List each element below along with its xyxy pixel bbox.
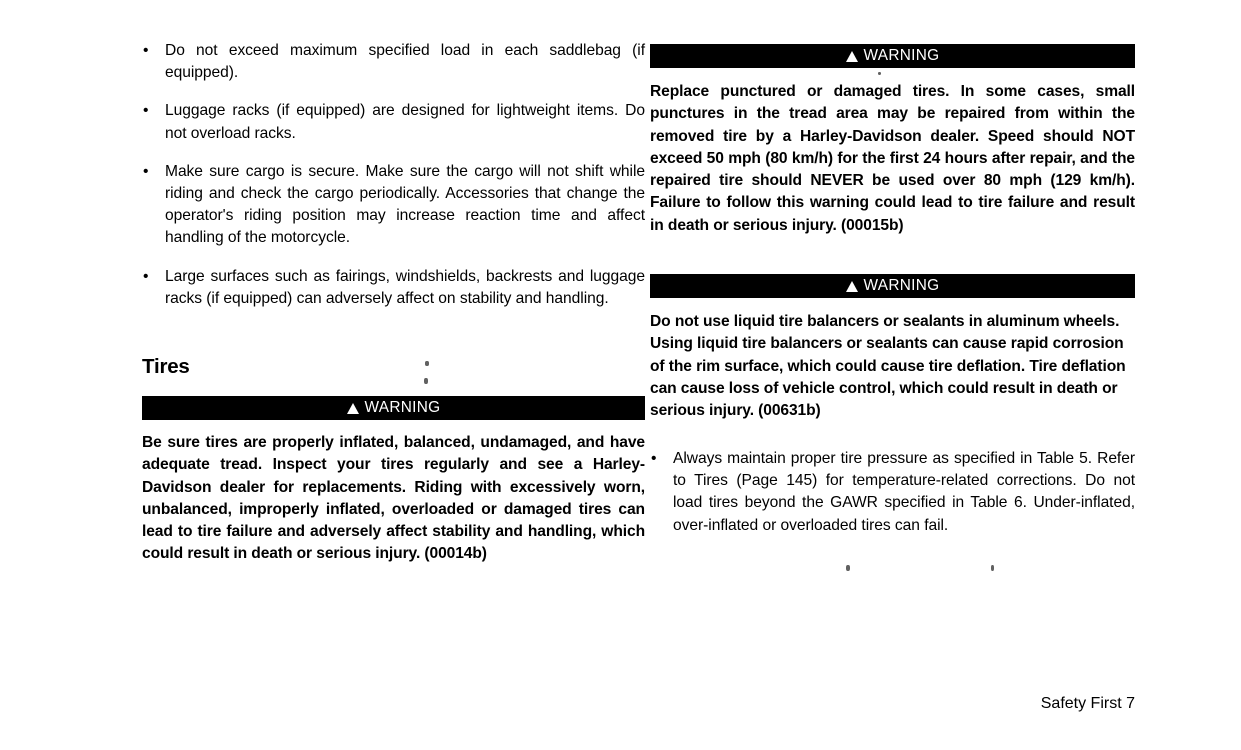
- bullet-marker: •: [651, 450, 657, 467]
- warning-banner-sealants: [650, 274, 1135, 298]
- list-item: [142, 100, 645, 144]
- list-item: [650, 448, 1135, 537]
- list-item-text: Make sure cargo is secure. Make sure the cargo will not shift while riding and check the cargo periodically. Accessories that change the operator's riding position may increase reaction time and affect handling of the motorcycle.: [165, 162, 645, 247]
- list-item-text: Do not exceed maximum specified load in each saddlebag (if equipped).: [165, 42, 645, 82]
- scan-speckle: [878, 72, 881, 75]
- warning-banner-label: WARNING: [863, 47, 940, 64]
- warning-banner-label: WARNING: [863, 277, 940, 294]
- bullet-marker: •: [143, 102, 149, 120]
- bullet-marker: •: [143, 267, 149, 285]
- list-item-text: Always maintain proper tire pressure as specified in Table 5. Refer to Tires (Page 145) for temperature-related corrections. Do not load tires beyond the GAWR specified in Table 6. Under-inflated, over-inflated or overloaded tires can fail.: [673, 450, 1135, 534]
- list-item-text: Large surfaces such as fairings, windshields, backrests and luggage racks (if equipped) can adversely affect on stability and handling.: [165, 267, 645, 307]
- warning-banner-label: WARNING: [364, 399, 441, 416]
- scan-speckle: [991, 565, 994, 571]
- page-title: Tires: [142, 355, 190, 378]
- list-item-text: Luggage racks (if equipped) are designed for lightweight items. Do not overload racks.: [165, 102, 645, 142]
- warning-body-tires: Be sure tires are properly inflated, balanced, undamaged, and have adequate tread. Inspect your tires regularly and see a Harley-Davidson dealer for replacements. Riding with excessively worn, unbalanced, improperly inflated, overloaded or damaged tires can lead to tire failure and adversely affect stability and handling, which could result in death or serious injury. (00014b): [142, 434, 645, 563]
- pressure-bullet-list: [650, 448, 1135, 537]
- bullet-marker: •: [143, 162, 149, 180]
- warning-body-puncture: Replace punctured or damaged tires. In some cases, small punctures in the tread area may be repaired from within the removed tire by a Harley-Davidson dealer. Speed should NOT exceed 50 mph (80 km/h) for the first 24 hours after repair, and the repaired tire should NEVER be used over 80 mph (129 km/h). Failure to follow this warning could lead to tire failure and result in death or serious injury. (00015b): [650, 83, 1135, 234]
- warning-banner-tires: [142, 396, 645, 420]
- warning-banner-puncture: [650, 44, 1135, 68]
- warning-triangle-icon: [347, 403, 359, 414]
- list-item: [142, 40, 645, 84]
- scan-speckle: [424, 378, 428, 384]
- warning-body-sealants: Do not use liquid tire balancers or sealants in aluminum wheels. Using liquid tire balancers or sealants can cause rapid corrosion of the rim surface, which could cause tire deflation. Tire deflation can cause loss of vehicle control, which could result in death or serious injury. (00631b): [650, 313, 1126, 420]
- warning-triangle-icon: [846, 281, 858, 292]
- cargo-bullet-list: [142, 40, 645, 310]
- bullet-marker: •: [143, 42, 149, 59]
- warning-triangle-icon: [846, 51, 858, 62]
- scan-speckle: [846, 565, 850, 571]
- list-item: [142, 266, 645, 310]
- scan-speckle: [425, 361, 429, 366]
- list-item: [142, 161, 645, 250]
- page-footer: Safety First 7: [1040, 695, 1135, 712]
